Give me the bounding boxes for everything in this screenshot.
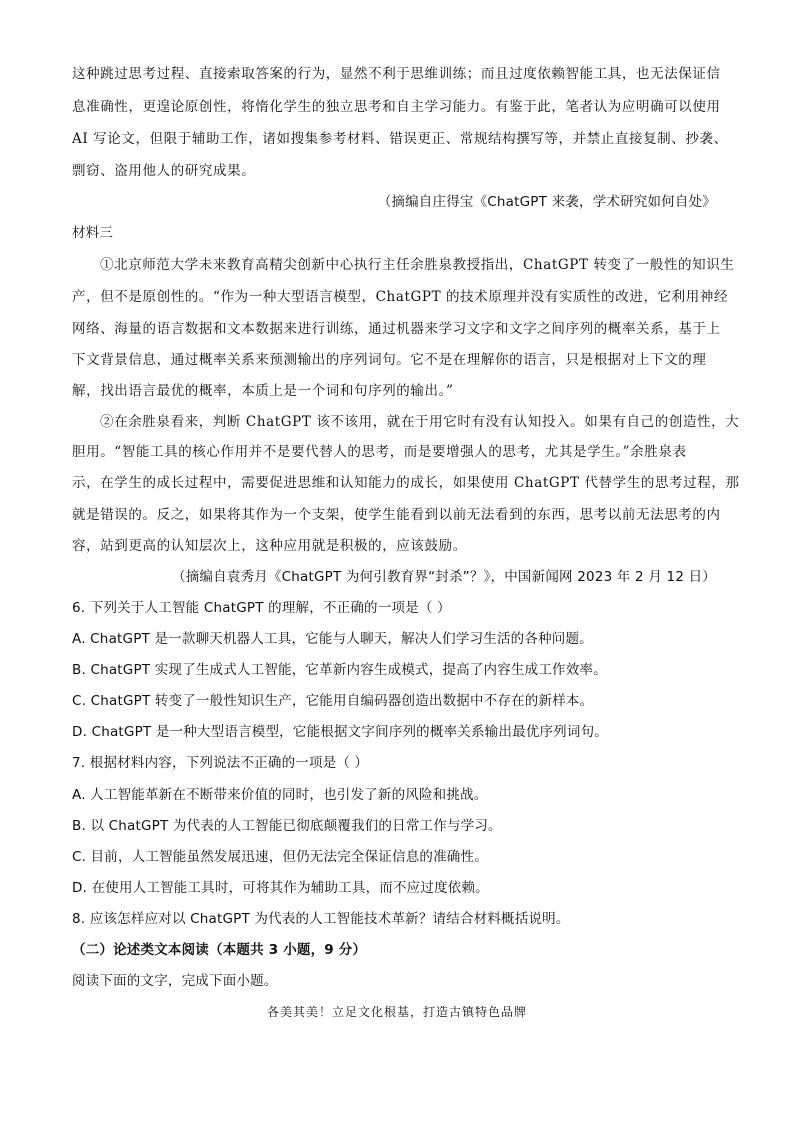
question-6-option-a: A. ChatGPT 是一款聊天机器人工具，它能与人聊天，解决人们学习生活的各种问题。 [72, 631, 593, 647]
material3-para2-line-2: 胆用。“智能工具的核心作用并不是要代替人的思考，而是要增强人的思考，尤其是学生。”余胜泉表 [72, 444, 687, 460]
question-6-option-c: C. ChatGPT 转变了一般性知识生产，它能用自编码器创造出数据中不存在的新样本。 [72, 693, 594, 709]
question-8-stem: 8. 应该怎样应对以 ChatGPT 为代表的人工智能技术革新？请结合材料概括说明。 [72, 911, 570, 927]
question-7-option-d: D. 在使用人工智能工具时，可将其作为辅助工具，而不应过度依赖。 [72, 880, 489, 896]
material3-para2-line-5: 容，站到更高的认知层次上，这种应用就是积极的，应该鼓励。 [72, 538, 467, 554]
material3-para2-line-1: ②在余胜泉看来，判断 ChatGPT 该不该用，就在于用它时有没有认知投入。如果有自己的创造性，大 [100, 414, 740, 430]
material3-para1-line-4: 下文背景信息，通过概率关系来预测输出的序列词句。它不是在理解你的语言，只是根据对上下文的理 [72, 352, 707, 368]
question-7-stem: 7. 根据材料内容，下列说法不正确的一项是（ ） [72, 755, 369, 771]
material3-heading: 材料三 [72, 225, 114, 241]
material2-line-4: 剽窃、盗用他人的研究成果。 [72, 163, 256, 179]
material3-para2-line-4: 就是错误的。反之，如果将其作为一个支架，使学生能看到以前无法看到的东西，思考以前无法思考的内 [72, 507, 721, 523]
question-7-option-b: B. 以 ChatGPT 为代表的人工智能已彻底颠覆我们的日常工作与学习。 [72, 818, 502, 834]
material3-para1-line-1: ①北京师范大学未来教育高精尖创新中心执行主任余胜泉教授指出，ChatGPT 转变了一般性的知识生 [100, 257, 735, 273]
material3-para1-line-3: 网络、海量的语言数据和文本数据来进行训练，通过机器来学习文字和文字之间序列的概率关系，基于上 [72, 321, 721, 337]
section2-heading: （二）论述类文本阅读（本题共 3 小题，9 分） [72, 942, 367, 958]
question-6-option-d: D. ChatGPT 是一种大型语言模型，它能根据文字间序列的概率关系输出最优序列词句。 [72, 724, 608, 740]
material3-source: （摘编自袁秀月《ChatGPT 为何引教育界“封杀”？》，中国新闻网 2023 年 2 月 12 日） [172, 569, 716, 585]
section2-instruction: 阅读下面的文字，完成下面小题。 [72, 973, 278, 989]
material2-source: （摘编自庄得宝《ChatGPT 来袭，学术研究如何自处》 [377, 194, 716, 210]
material3-para1-line-2: 产，但不是原创性的。“作为一种大型语言模型，ChatGPT 的技术原理并没有实质性的改进，它利用神经 [72, 289, 729, 305]
question-7-option-c: C. 目前，人工智能虽然发展迅速，但仍无法完全保证信息的准确性。 [72, 849, 488, 865]
material2-line-2: 息准确性，更遑论原创性，将惰化学生的独立思考和自主学习能力。有鉴于此，笔者认为应明确可以使用 [72, 99, 721, 115]
material3-para2-line-3: 示，在学生的成长过程中，需要促进思维和认知能力的成长，如果使用 ChatGPT 代替学生的思考过程，那 [72, 475, 740, 491]
page-footer: 各美其美！立足文化根基，打造古镇特色品牌 [266, 1005, 527, 1019]
material3-para1-line-5: 解，找出语言最优的概率，本质上是一个词和句序列的输出。” [72, 383, 454, 399]
question-7-option-a: A. 人工智能革新在不断带来价值的同时，也引发了新的风险和挑战。 [72, 787, 488, 803]
question-6-stem: 6. 下列关于人工智能 ChatGPT 的理解，不正确的一项是（ ） [72, 600, 451, 616]
material2-line-1: 这种跳过思考过程、直接索取答案的行为，显然不利于思维训练；而且过度依赖智能工具，也无法保证信 [72, 66, 721, 82]
question-6-option-b: B. ChatGPT 实现了生成式人工智能，它革新内容生成模式，提高了内容生成工作效率。 [72, 662, 607, 678]
material2-line-3: AI 写论文，但限于辅助工作，诸如搜集参考材料、错误更正、常规结构撰写等，并禁止直接复制、抄袭、 [72, 131, 728, 147]
